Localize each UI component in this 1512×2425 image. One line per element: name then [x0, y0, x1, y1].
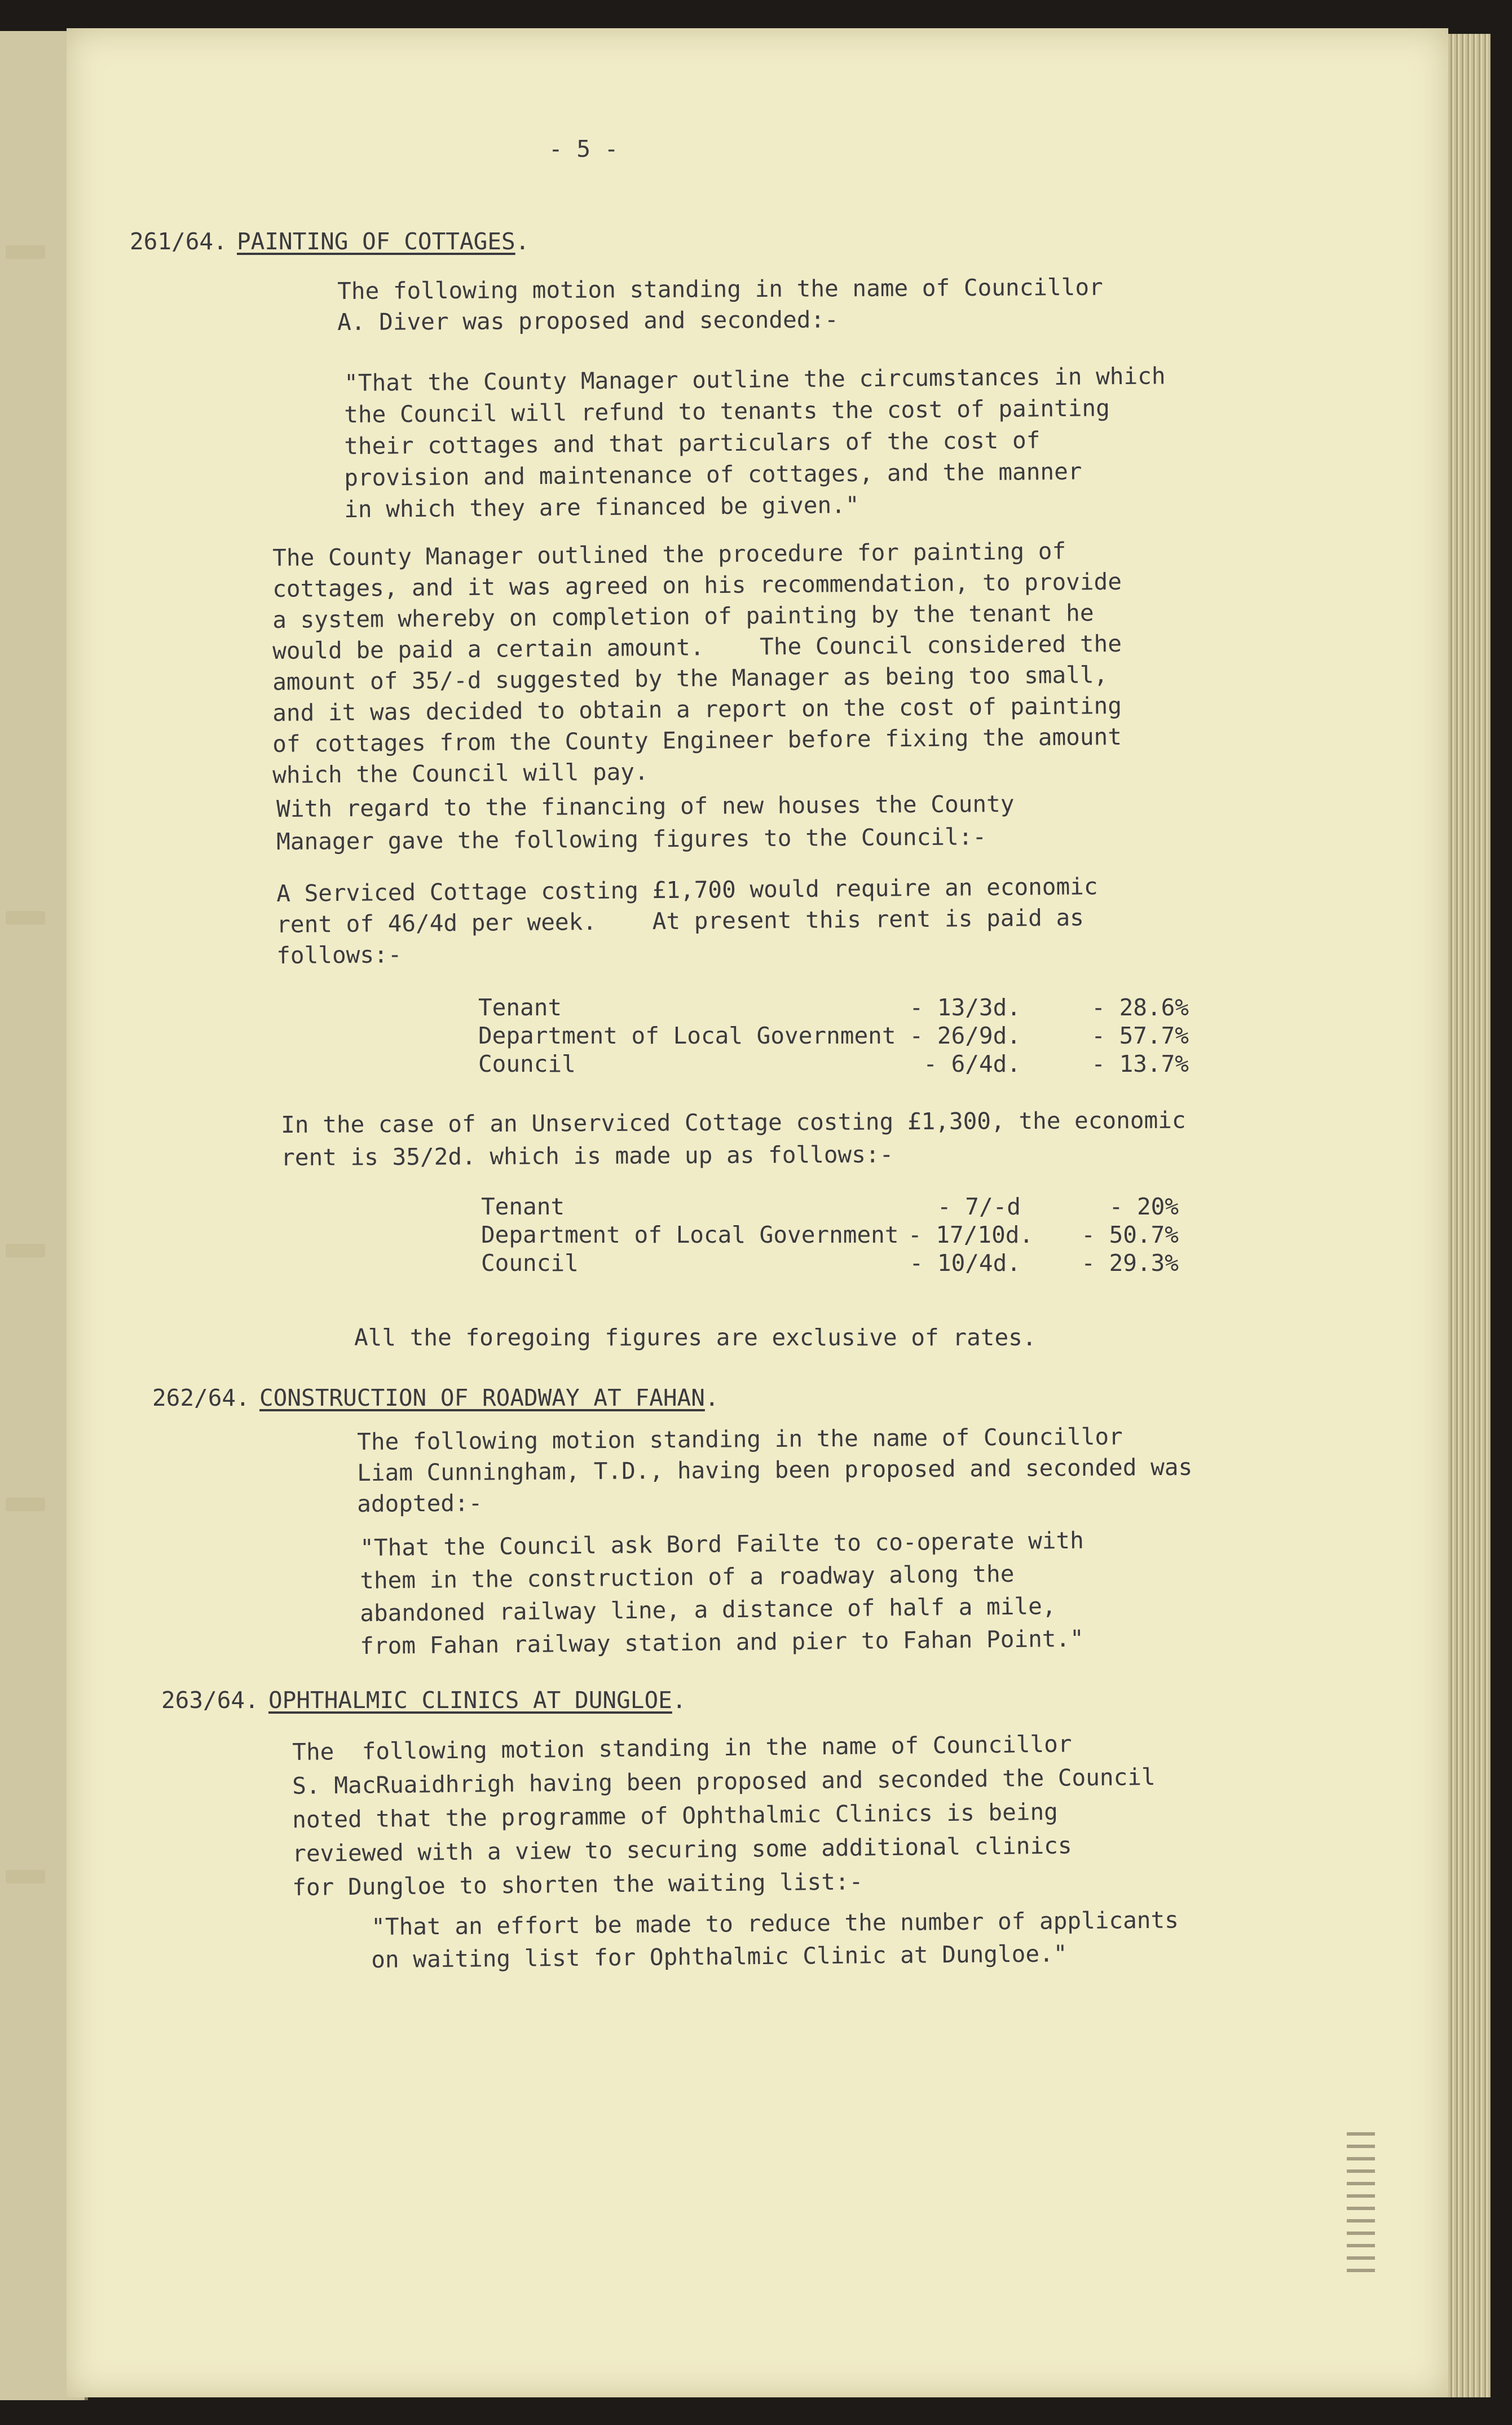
binding-mark	[6, 1870, 45, 1883]
figure-label: Tenant	[478, 994, 562, 1021]
binding-mark	[6, 911, 45, 925]
figure-amount: - 6/4d.	[923, 1050, 1021, 1077]
paragraph-line: rent is 35/2d. which is made up as follows:-	[281, 1141, 894, 1171]
motion-line: in which they are financed be given."	[344, 491, 859, 523]
figure-percent: - 29.3%	[1081, 1249, 1179, 1277]
intro-line: adopted:-	[357, 1489, 483, 1517]
motion-line: the Council will refund to tenants the cost of painting	[344, 394, 1110, 428]
paragraph-line: rent of 46/4d per week. At present this rent is paid as	[276, 904, 1085, 938]
motion-line: "That the County Manager outline the circumstances in which	[344, 362, 1166, 397]
paragraph-line: and it was decided to obtain a report on the cost of painting	[272, 692, 1122, 727]
binding-mark	[6, 245, 45, 259]
motion-line: them in the construction of a roadway along the	[360, 1560, 1015, 1594]
figure-amount: - 17/10d.	[908, 1221, 1034, 1248]
figure-percent: - 57.7%	[1091, 1022, 1189, 1049]
binding-mark	[6, 1498, 45, 1511]
paragraph-line: cottages, and it was agreed on his recommendation, to provide	[272, 567, 1122, 602]
section-ref: 261/64.	[130, 228, 227, 255]
figure-amount: - 7/-d	[937, 1193, 1021, 1220]
section-title-period: .	[672, 1687, 686, 1714]
page-text	[67, 28, 1448, 2397]
motion-line: abandoned railway line, a distance of half a mile,	[360, 1592, 1056, 1627]
motion-line: provision and maintenance of cottages, and the manner	[344, 457, 1082, 491]
figure-percent: - 50.7%	[1081, 1221, 1179, 1248]
section-title-period: .	[515, 228, 530, 255]
motion-line: "That an effort be made to reduce the number of applicants	[371, 1906, 1179, 1940]
figure-amount: - 10/4d.	[909, 1249, 1021, 1277]
paragraph-line: follows:-	[276, 941, 402, 969]
figure-label: Department of Local Government	[481, 1221, 899, 1248]
figure-amount: - 26/9d.	[909, 1022, 1021, 1049]
motion-line: their cottages and that particulars of the cost of	[344, 426, 1041, 460]
page-stack-edges	[1448, 34, 1491, 2397]
figure-label: Council	[481, 1249, 579, 1277]
figure-percent: - 20%	[1109, 1193, 1179, 1220]
paragraph-line: Manager gave the following figures to the Council:-	[276, 823, 987, 855]
paragraph-line: a system whereby on completion of painting by the tenant he	[272, 599, 1094, 633]
scanned-page	[67, 28, 1448, 2397]
paragraph-line: amount of 35/-d suggested by the Manager as being too small,	[272, 661, 1108, 696]
section-title-period: .	[705, 1384, 719, 1411]
paragraph-line: The County Manager outlined the procedure for painting of	[272, 537, 1066, 571]
paragraph-line: A Serviced Cottage costing £1,700 would require an economic	[276, 873, 1098, 907]
figure-percent: - 28.6%	[1091, 994, 1189, 1021]
paragraph-line: of cottages from the County Engineer before fixing the amount	[272, 723, 1122, 758]
paragraph-line: would be paid a certain amount. The Council considered the	[272, 630, 1122, 664]
figure-label: Department of Local Government	[478, 1022, 896, 1049]
paragraph-line: In the case of an Unserviced Cottage costing £1,300, the economic	[281, 1106, 1186, 1138]
binding-mark	[6, 1244, 45, 1257]
figure-percent: - 13.7%	[1091, 1050, 1189, 1077]
note-line: All the foregoing figures are exclusive of rates.	[354, 1324, 1037, 1351]
intro-line: The following motion standing in the name of Councillor	[292, 1730, 1072, 1766]
intro-line: reviewed with a view to securing some additional clinics	[292, 1832, 1072, 1867]
figure-label: Council	[478, 1050, 576, 1077]
motion-line: from Fahan railway station and pier to Fahan Point."	[360, 1625, 1085, 1660]
section-ref: 263/64.	[161, 1687, 259, 1714]
intro-line: A. Diver was proposed and seconded:-	[337, 306, 839, 336]
intro-line: Liam Cunningham, T.D., having been proposed and seconded was	[357, 1453, 1193, 1486]
paragraph-line: With regard to the financing of new houses the County	[276, 790, 1015, 822]
section-title: PAINTING OF COTTAGES	[237, 228, 515, 255]
intro-line: for Dungloe to shorten the waiting list:-	[292, 1868, 863, 1901]
intro-line: The following motion standing in the name of Councillor	[357, 1423, 1123, 1455]
section-title: OPHTHALMIC CLINICS AT DUNGLOE	[268, 1687, 672, 1714]
figure-label: Tenant	[481, 1193, 565, 1220]
page-number: - 5 -	[549, 135, 619, 162]
intro-line: S. MacRuaidhrigh having been proposed and seconded the Council	[292, 1763, 1156, 1799]
motion-line: "That the Council ask Bord Failte to co-operate with	[360, 1526, 1085, 1561]
figure-amount: - 13/3d.	[909, 994, 1021, 1021]
intro-line: noted that the programme of Ophthalmic Clinics is being	[292, 1798, 1059, 1833]
motion-line: on waiting list for Ophthalmic Clinic at Dungloe."	[371, 1940, 1068, 1973]
section-ref: 262/64.	[152, 1384, 250, 1411]
section-title: CONSTRUCTION OF ROADWAY AT FAHAN	[259, 1384, 705, 1411]
paragraph-line: which the Council will pay.	[272, 758, 649, 789]
intro-line: The following motion standing in the name of Councillor	[337, 273, 1103, 305]
